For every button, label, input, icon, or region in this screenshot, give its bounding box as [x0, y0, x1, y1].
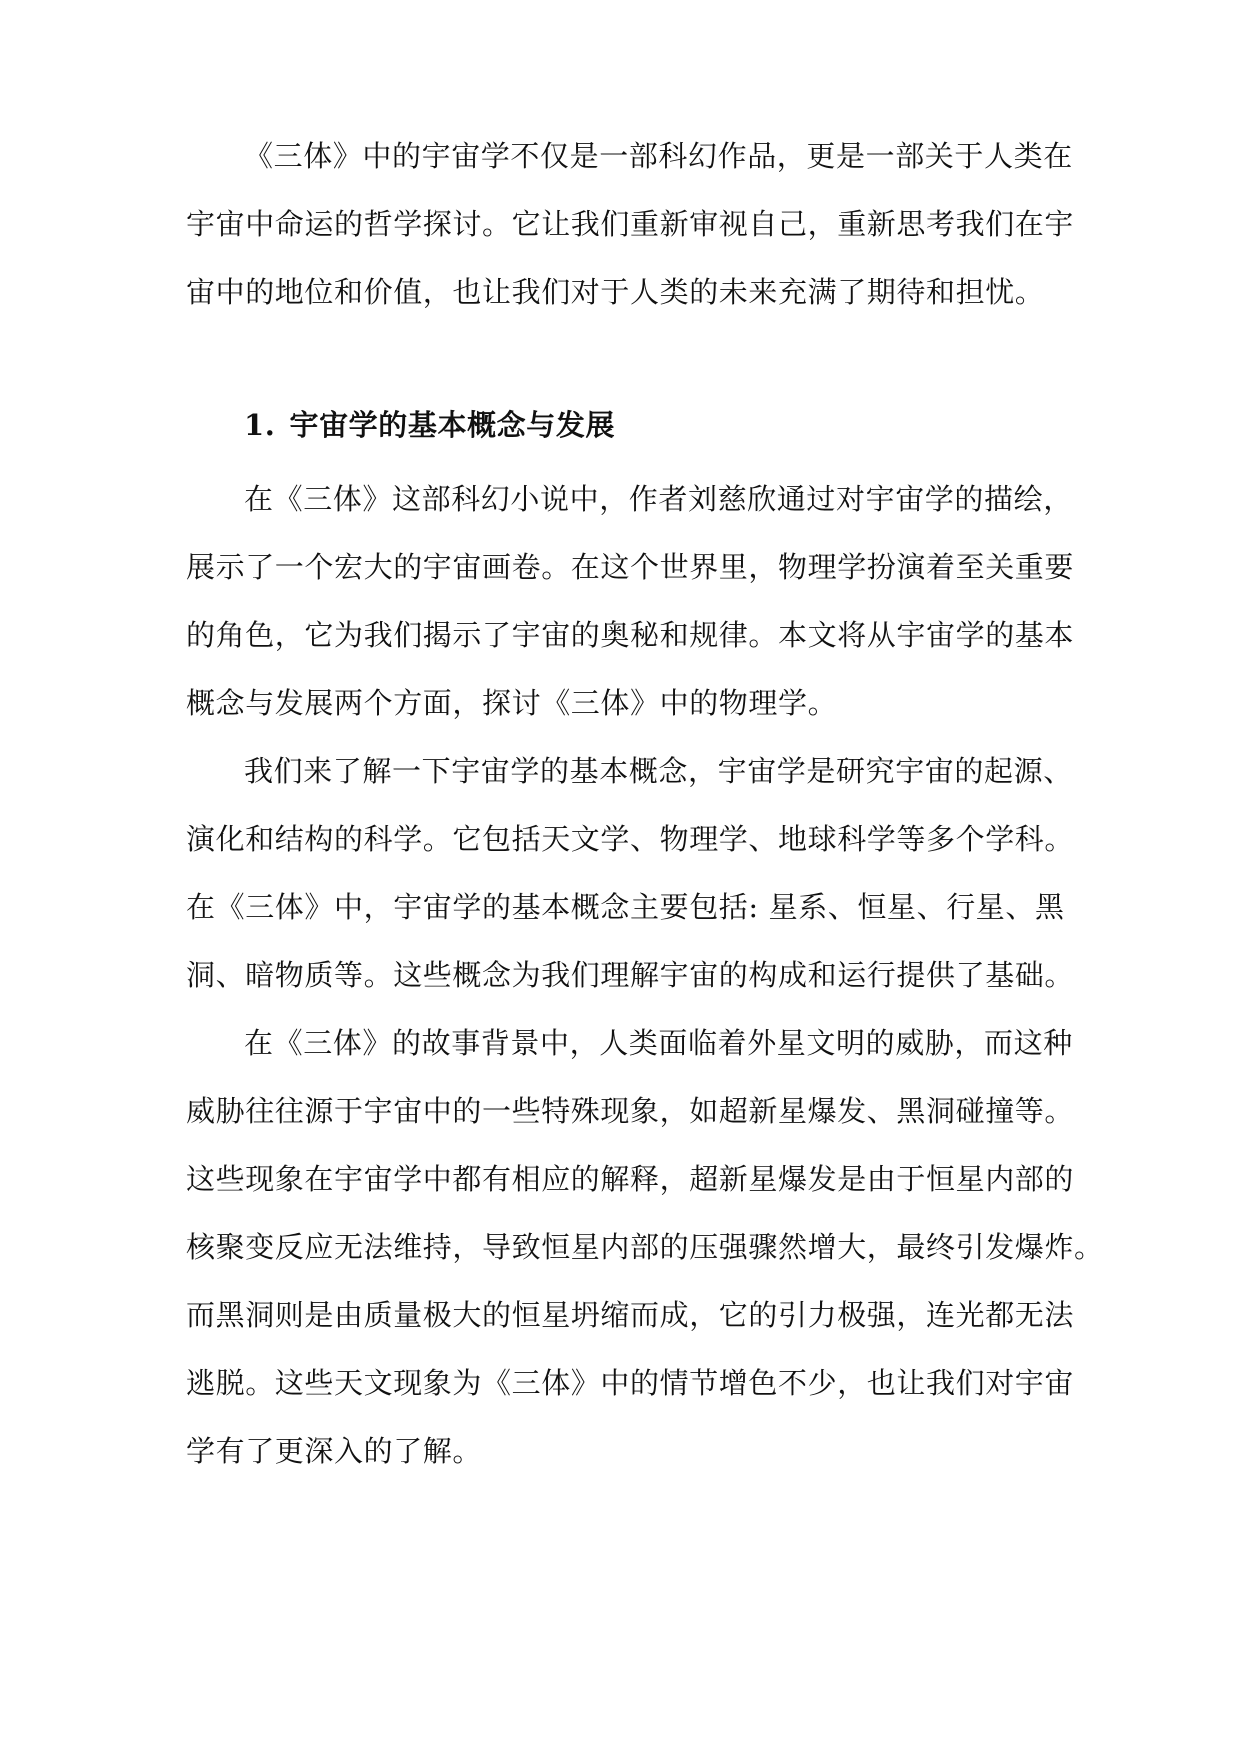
paragraph-line: 展示了一个宏大的宇宙画卷。在这个世界里，物理学扮演着至关重要	[186, 550, 1075, 584]
section-title: 宇宙学的基本概念与发展	[289, 408, 616, 442]
section-heading	[244, 405, 615, 445]
paragraph-line: 在《三体》的故事背景中，人类面临着外星文明的威胁，而这种	[244, 1026, 1073, 1060]
paragraph-line: 《三体》中的宇宙学不仅是一部科幻作品，更是一部关于人类在	[244, 139, 1073, 173]
section-number: 1.	[244, 408, 276, 442]
paragraph-line: 威胁往往源于宇宙中的一些特殊现象，如超新星爆发、黑洞碰撞等。	[186, 1094, 1075, 1128]
paragraph-line: 宇宙中命运的哲学探讨。它让我们重新审视自己，重新思考我们在宇	[186, 207, 1075, 241]
paragraph-line: 逃脱。这些天文现象为《三体》中的情节增色不少，也让我们对宇宙	[186, 1366, 1075, 1400]
paragraph-line: 学有了更深入的了解。	[186, 1434, 483, 1468]
paragraph-line: 我们来了解一下宇宙学的基本概念，宇宙学是研究宇宙的起源、	[244, 754, 1073, 788]
paragraph-line: 而黑洞则是由质量极大的恒星坍缩而成，它的引力极强，连光都无法	[186, 1298, 1075, 1332]
paragraph-line: 这些现象在宇宙学中都有相应的解释，超新星爆发是由于恒星内部的	[186, 1162, 1075, 1196]
paragraph-line: 洞、暗物质等。这些概念为我们理解宇宙的构成和运行提供了基础。	[186, 958, 1075, 992]
paragraph-line: 的角色，它为我们揭示了宇宙的奥秘和规律。本文将从宇宙学的基本	[186, 618, 1075, 652]
paragraph-line: 演化和结构的科学。它包括天文学、物理学、地球科学等多个学科。	[186, 822, 1075, 856]
paragraph-line: 在《三体》这部科幻小说中，作者刘慈欣通过对宇宙学的描绘，	[244, 482, 1073, 516]
paragraph-line: 概念与发展两个方面，探讨《三体》中的物理学。	[186, 686, 838, 720]
paragraph-line: 在《三体》中，宇宙学的基本概念主要包括: 星系、恒星、行星、黑	[186, 890, 1065, 924]
paragraph-line: 核聚变反应无法维持，导致恒星内部的压强骤然增大，最终引发爆炸。	[186, 1230, 1104, 1264]
paragraph-line: 宙中的地位和价值，也让我们对于人类的未来充满了期待和担忧。	[186, 275, 1045, 309]
